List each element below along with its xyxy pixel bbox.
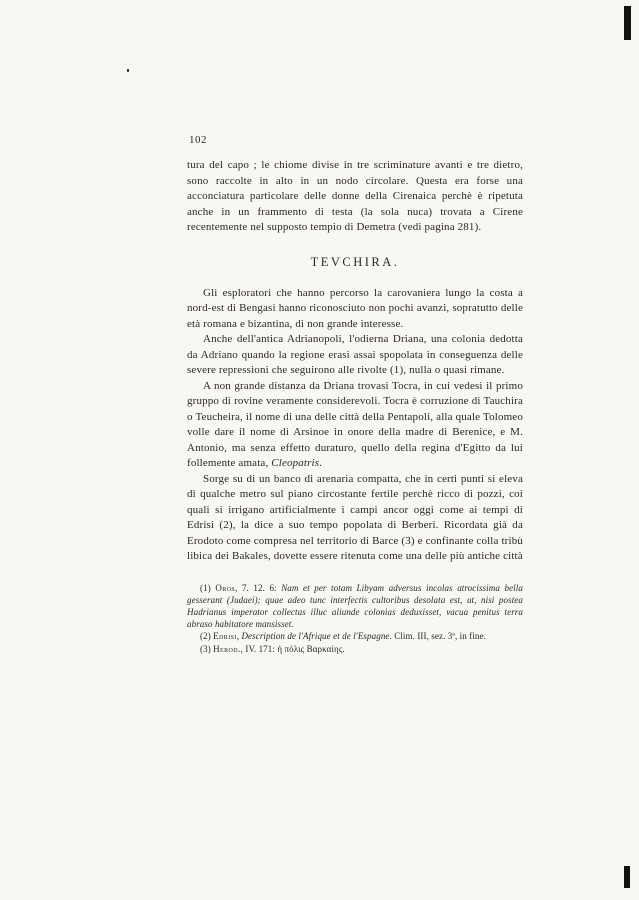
paragraph-text: A non grande distanza da Driana trovasi Tocra, in cui vedesi il primo gruppo di rovine veramente considerevoli. Tocra è corruzione di Tauchira o Teucheira, il nome di una delle città della Pentapoli, alla quale Tolomeo volle dare il nome di Arsinoe in onore della madre di Berenice, e M. Antonio, ma senza effetto duraturo, quello della regina d'Egitto da lui follemente amata, <box>187 379 523 469</box>
footnote-label: (2) <box>200 631 214 642</box>
paragraph: Anche dell'antica Adrianopoli, l'odierna Driana, una colonia dedotta da Adriano quando la regione erasi assai spopolata in conseguenza delle severe repressioni che seguirono alle rivolte (1), nulla o quasi rimane. <box>187 333 523 376</box>
footnote-author: Herod. <box>213 643 241 654</box>
footnote-text: , IV. 171: <box>240 643 278 654</box>
footnote-text: , 7. 12. 6: <box>235 582 282 593</box>
footnote-work-title: Description de l'Afrique et de l'Espagne <box>241 631 390 642</box>
page-number: 102 <box>189 134 207 146</box>
footnote-text: . Clim. III, sez. 3ª, in fine. <box>389 631 486 642</box>
footnote-label: (3) <box>200 643 214 654</box>
scan-artifact <box>624 866 630 888</box>
footnote-text: , <box>236 631 242 642</box>
paragraph-continuation: tura del capo ; le chiome divise in tre scriminature avanti e tre dietro, sono raccolte in alto in un nodo circolare. Questa era forse una acconciatura particolare delle donne della Cirenaica perchè è ripetuta anche in un frammento di testa (la sola nuca) trovata a Cirene recentemente nel supposto tempio di Demetra (vedi pagina 281). <box>187 159 523 233</box>
footnote-2 <box>187 630 523 642</box>
paragraph: Gli esploratori che hanno percorso la carovaniera lungo la costa a nord-est di Bengasi hanno riconosciuto non pochi avanzi, sopratutto delle età romana e bizantina, di non grande interesse. <box>187 286 523 330</box>
scan-artifact <box>624 6 631 40</box>
section-heading: TEVCHIRA. <box>310 254 400 269</box>
paragraph: Sorge su di un banco di arenaria compatta, che in certi punti si eleva di qualche metro sul piano circostante fertile perchè ricco di pozzi, coi quali si irrigano artificialmente i campi ancor oggi come ai tempi di Edrisi (2), la dice a suo tempo popolata di Berberi. Ricordata già da Erodoto come compresa nel territorio di Barce (3) e confinante colla tribù libica dei Bakales, dovette essere ritenuta come una delle più antiche città <box>187 472 523 562</box>
footnote-3 <box>187 643 523 655</box>
footnote-author: Oros <box>215 582 236 593</box>
paragraph-text: . <box>319 457 323 469</box>
footnote-greek-text: ἡ πόλις Βαρκαίης. <box>277 643 345 654</box>
body-text <box>187 158 523 565</box>
footnote-author: Edrisi <box>213 631 237 642</box>
footnote-1 <box>187 582 523 631</box>
footnote-quote: Nam et per totam Libyam adversus incolas atrocissima bella gesserant (Judaei); quae adeo tunc interfectis cultoribus desolata est, ut, nisi postea Hadrianus imperator collectas illuc aliunde colonias deduxisset, vacua penitus terra abraso habitatore mansisset. <box>187 582 523 630</box>
text-block <box>187 134 523 655</box>
italic-term: Cleopatris <box>271 457 320 469</box>
scan-artifact <box>127 69 129 72</box>
footnotes <box>187 582 523 655</box>
paragraph <box>187 379 523 472</box>
footnote-label: (1) <box>200 582 216 593</box>
